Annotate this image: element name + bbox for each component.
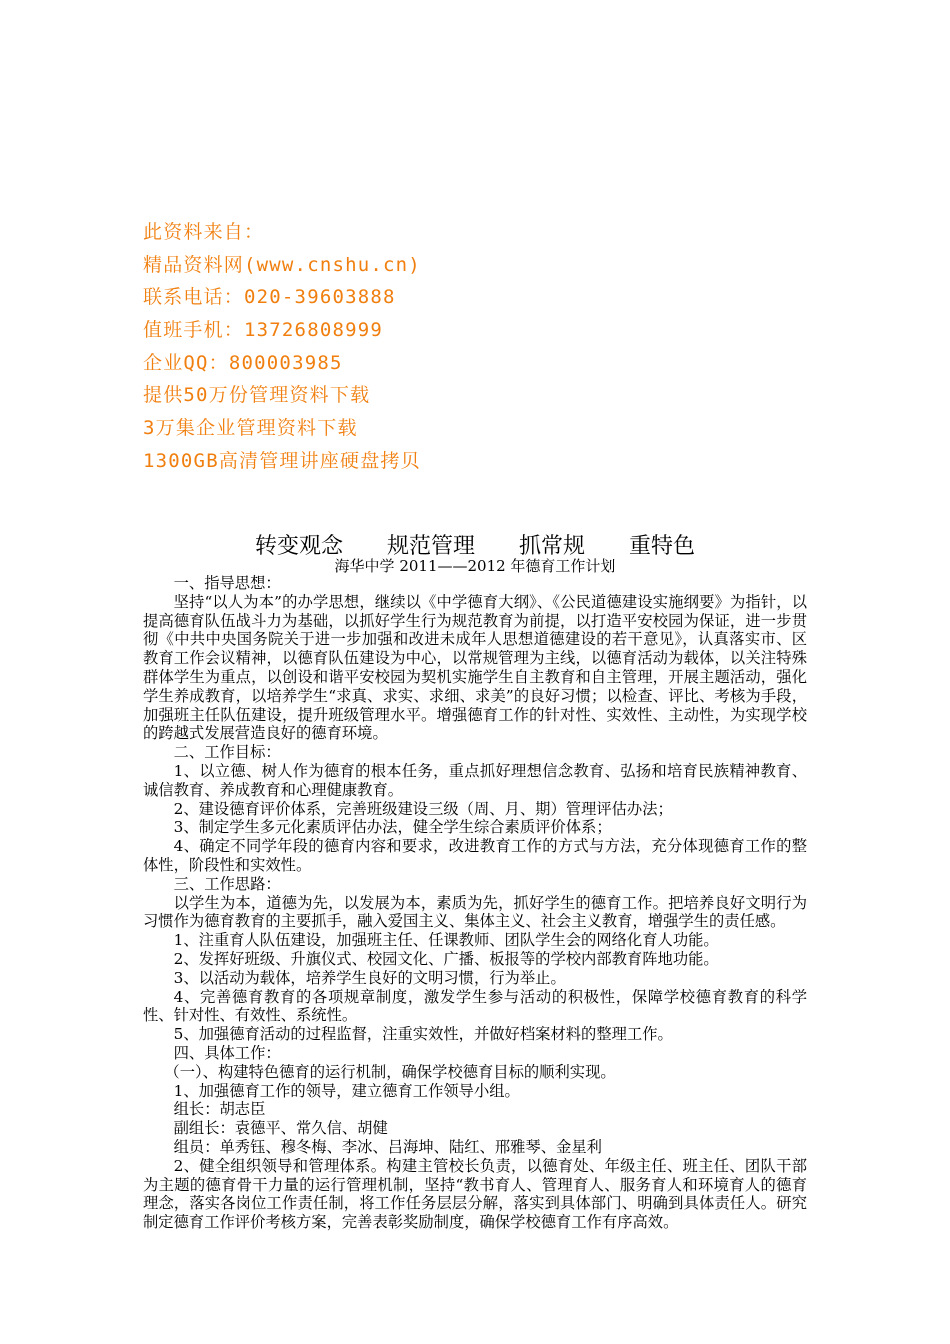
paragraph: 1、加强德育工作的领导，建立德育工作领导小组。 [173,1081,520,1100]
section-heading: 三、工作思路： [173,874,281,893]
section-heading: 四、具体工作： [173,1043,281,1062]
ad-website-line: 精品资料网(www.cnshu.cn) [143,253,421,276]
ad-offer-line: 1300GB高清管理讲座硬盘拷贝 [143,449,421,472]
ad-offer-line: 3万集企业管理资料下载 [143,417,358,440]
source-ad-block [143,216,421,478]
paragraph: 4、确定不同学年段的德育内容和要求，改进教育工作的方式与方法，充分体现德育工作的整体性，阶段性和实效性。 [143,837,807,874]
paragraph: 2、健全组织领导和管理体系。构建主管校长负责，以德育处、年级主任、班主任、团队干部为主题的德育骨干力量的运行管理机制，坚持“教书育人、管理育人、服务育人和环境育人的德育理念，落实各岗位工作责任制，将工作任务层层分解，落实到具体部门、明确到具体责任人。研究制定德育工作评价考核方案，完善表彰奖励制度，确保学校德育工作有序高效。 [143,1156,807,1232]
ad-phone-line: 联系电话：020-39603888 [143,286,396,309]
paragraph: 坚持“以人为本”的办学思想，继续以《中学德育大纲》、《公民道德建设实施纲要》为指针，以提高德育队伍战斗力为基础，以抓好学生行为规范教育为前提，以打造平安校园为保证，进一步贯彻《中共中央国务院关于进一步加强和改进未成年人思想道德建设的若干意见》，认真落实市、区教育工作会议精神，以德育队伍建设为中心，以常规管理为主线，以德育活动为载体，以关注特殊群体学生为重点，以创设和谐平安校园为契机实施学生自主教育和自主管理，开展主题活动，强化学生养成教育，以培养学生“求真、求实、求细、求美”的良好习惯；以检查、评比、考核为手段，加强班主任队伍建设，提升班级管理水平。增强德育工作的针对性、实效性、主动性，为实现学校的跨越式发展营造良好的德育环境。 [143,592,807,743]
paragraph: 2、发挥好班级、升旗仪式、校园文化、广播、板报等的学校内部教育阵地功能。 [173,949,719,968]
ad-mobile-line: 值班手机：13726808999 [143,319,384,342]
paragraph: 5、加强德育活动的过程监督，注重实效性，并做好档案材料的整理工作。 [173,1025,673,1044]
paragraph: 2、建设德育评价体系，完善班级建设三级（周、月、期）管理评估办法； [173,799,673,818]
section-heading: 二、工作目标： [173,743,281,762]
paragraph: 组员：单秀钰、穆冬梅、李冰、吕海坤、陆红、邢雅琴、金星利 [173,1137,602,1156]
ad-offer-line: 提供50万份管理资料下载 [143,384,371,407]
document-subtitle: 海华中学 2011——2012 年德育工作计划 [334,557,616,575]
paragraph: 3、以活动为载体，培养学生良好的文明习惯，行为举止。 [173,968,566,987]
paragraph: 4、完善德育教育的各项规章制度，激发学生参与活动的积极性，保障学校德育教育的科学性、针对性、有效性、系统性。 [143,987,807,1025]
section-heading: 一、指导思想： [173,574,281,592]
paragraph: 3、制定学生多元化素质评估办法，健全学生综合素质评价体系； [173,818,612,837]
document-title: 转变观念 规范管理 抓常规 重特色 [254,534,695,559]
ad-qq-line: 企业QQ：800003985 [143,351,343,374]
paragraph: 1、以立德、树人作为德育的根本任务，重点抓好理想信念教育、弘扬和培育民族精神教育、诚信教育、养成教育和心理健康教育。 [143,761,807,799]
paragraph: 1、注重育人队伍建设，加强班主任、任课教师、团队学生会的网络化育人功能。 [173,931,719,950]
ad-source-line: 此资料来自： [143,221,265,243]
paragraph: 组长：胡志臣 [173,1100,266,1119]
paragraph: 副组长：袁德平、常久信、胡健 [173,1119,388,1138]
document-body [143,574,807,1232]
paragraph: 以学生为本，道德为先，以发展为本，素质为先，抓好学生的德育工作。把培养良好文明行为习惯作为德育教育的主要抓手，融入爱国主义、集体主义、社会主义教育，增强学生的责任感。 [143,893,807,931]
subsection-heading: （一）、构建特色德育的运行机制，确保学校德育目标的顺利实现。 [164,1062,616,1081]
